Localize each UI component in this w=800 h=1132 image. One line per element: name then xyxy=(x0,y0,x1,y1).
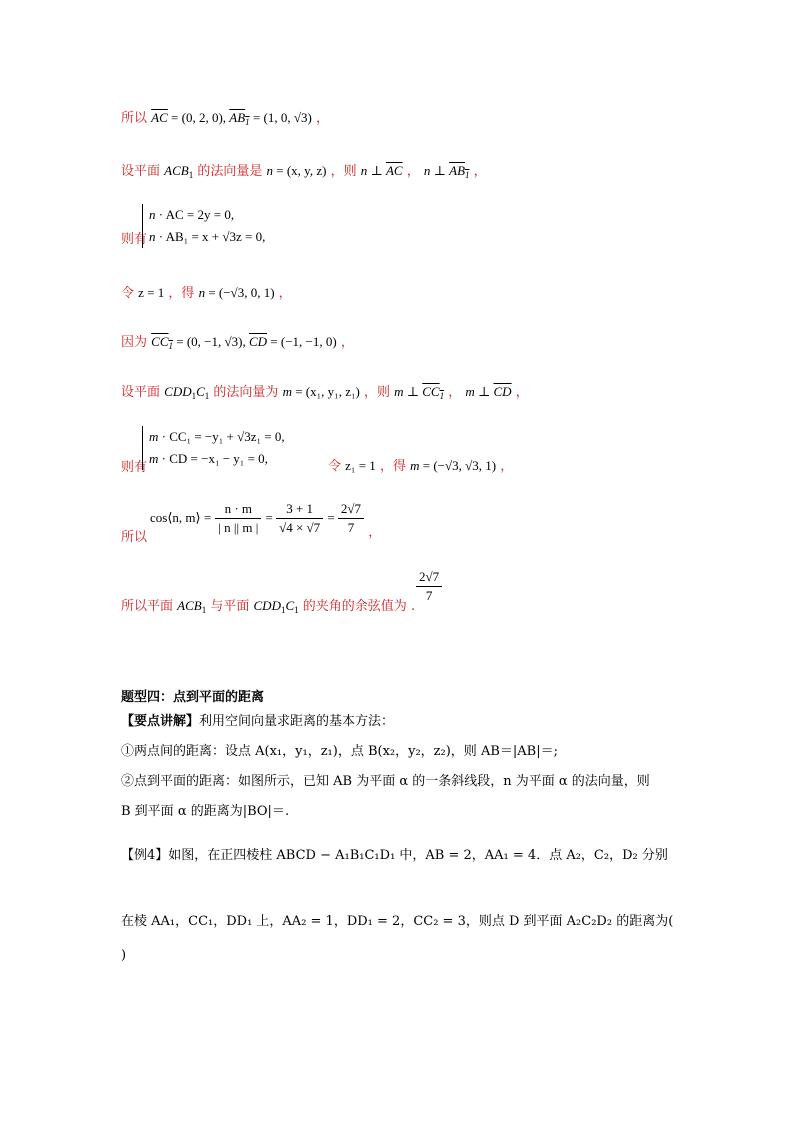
system-row: m · CC₁ = −y₁ + √3z₁ = 0, xyxy=(149,429,285,444)
system-row: n · AC = 2y = 0, xyxy=(149,207,235,222)
fraction: $\frac{2√7}{7}$ xyxy=(338,500,364,537)
math: z₁ = 1 xyxy=(345,458,376,473)
text: 令 xyxy=(121,286,135,301)
equation-system-2 xyxy=(142,426,285,470)
vector-ac: $\overline{AC}$ xyxy=(151,110,168,125)
cos-equation xyxy=(150,500,381,540)
text: . xyxy=(410,599,416,614)
math: cos⟨n, m⟩ = xyxy=(150,510,212,525)
math: n = (x, y, z) xyxy=(266,163,327,178)
text: 的法向量是 xyxy=(197,164,263,179)
eq: = (0, 2, 0), xyxy=(167,110,230,125)
text: 所以平面 xyxy=(121,599,174,614)
key-points xyxy=(121,712,394,732)
math: = xyxy=(327,510,338,525)
label: 【例4】 xyxy=(121,848,169,863)
math: $CC_1 = (0$, −1, √3), $\overline{CD} = (-1$, −1, 0) xyxy=(151,334,337,351)
text: ，则 xyxy=(330,164,357,179)
text: ， xyxy=(448,385,462,400)
math: m = (x₁, y₁, z₁) xyxy=(282,384,360,399)
system-row: m · CD = −x₁ − y₁ = 0, xyxy=(149,451,268,466)
item-2: ②点到平面的距离：如图所示，已知 AB 为平面 α 的一条斜线段，n 为平面 α 的法向量，则 xyxy=(121,774,650,789)
text: 与平面 xyxy=(210,599,250,614)
math: m = (−√3, √3, 1) xyxy=(410,458,497,473)
text: 则有 xyxy=(121,232,148,247)
text: ， xyxy=(340,335,354,350)
line-ac-ab1 xyxy=(121,108,329,132)
vector-n: n xyxy=(266,163,274,178)
text: ， xyxy=(515,385,529,400)
text: ，得 xyxy=(379,459,406,474)
text: ， xyxy=(473,164,487,179)
plane-acb1: $ACB_1$ xyxy=(177,598,207,615)
fraction: $\frac{3 + 1}{√4 \times √7}$ xyxy=(276,500,323,537)
text: 设平面 xyxy=(121,385,161,400)
math: n ⊥ $\overline{AC}$ xyxy=(360,163,403,178)
system-row: n · AB₁ = x + √3z = 0, xyxy=(149,229,266,244)
text: 设平面 xyxy=(121,164,161,179)
section-title: 题型四：点到平面的距离 xyxy=(121,690,265,705)
text: 利用空间向量求距离的基本方法： xyxy=(199,714,395,729)
text: 如图，在正四棱柱 ABCD − A₁B₁C₁D₁ 中，AB = 2，AA₁ = 4．点 A₂，C₂，D₂ 分别 xyxy=(168,848,668,863)
line-cos-label xyxy=(121,528,147,548)
answer-fraction xyxy=(416,568,442,605)
text: 则有 xyxy=(121,460,148,475)
math xyxy=(151,110,312,125)
math: = xyxy=(265,510,277,525)
text: 所以 xyxy=(121,530,148,545)
example-line-1 xyxy=(121,846,668,866)
text: 所以 xyxy=(121,111,148,126)
line-cc1-cd xyxy=(121,332,354,356)
item-1: ①两点间的距离：设点 A(x₁，y₁，z₁)，点 B(x₂，y₂，z₂)，则 AB＝|AB|＝; xyxy=(121,744,558,759)
text: ， xyxy=(278,286,292,301)
vector-ab1: $AB_1$ xyxy=(229,110,250,127)
math: m ⊥ $CC_1$ xyxy=(394,384,445,401)
math: z = 1 xyxy=(138,285,165,300)
line-normal-m xyxy=(121,382,529,406)
line-normal-n xyxy=(121,161,487,185)
label: 【要点讲解】 xyxy=(121,714,200,729)
line-let-z xyxy=(121,283,292,304)
plane-acb1: $ACB_1$ xyxy=(164,163,194,180)
plane-cdd1c1: $CDD_1C_1$ xyxy=(164,384,210,401)
example-line-2: 在棱 AA₁，CC₁，DD₁ 上，AA₂ = 1，DD₁ = 2，CC₂ = 3，则点 D 到平面 A₂C₂D₂ 的距离为( xyxy=(121,914,674,929)
text: ，得 xyxy=(168,286,195,301)
text: 的法向量为 xyxy=(213,385,279,400)
math: n ⊥ $AB_1$ xyxy=(423,163,470,180)
equation-system-1 xyxy=(142,204,265,248)
line-final-answer xyxy=(121,596,415,620)
text: ， xyxy=(315,111,329,126)
text: ， xyxy=(368,525,382,540)
text: 令 xyxy=(328,459,342,474)
line-let-z1 xyxy=(328,456,513,477)
text: 的夹角的余弦值为 xyxy=(302,599,407,614)
text: 因为 xyxy=(121,335,148,350)
plane-cdd1c1: $CDD_1C_1$ xyxy=(253,598,299,615)
item-2-cont: B 到平面 α 的距离为|BO|＝. xyxy=(121,804,290,819)
text: ，则 xyxy=(363,385,390,400)
math: n = (−√3, 0, 1) xyxy=(198,285,275,300)
fraction: $\frac{2√7}{7}$ xyxy=(416,568,442,605)
example-line-3: ) xyxy=(121,948,127,963)
text: ， xyxy=(500,459,514,474)
math: m ⊥ $\overline{CD}$ xyxy=(465,384,512,399)
text: ， xyxy=(406,164,420,179)
fraction: $\frac{n \cdot m}{| n || m |}$ xyxy=(215,500,261,537)
eq: = (1, 0, √3) xyxy=(249,110,312,125)
